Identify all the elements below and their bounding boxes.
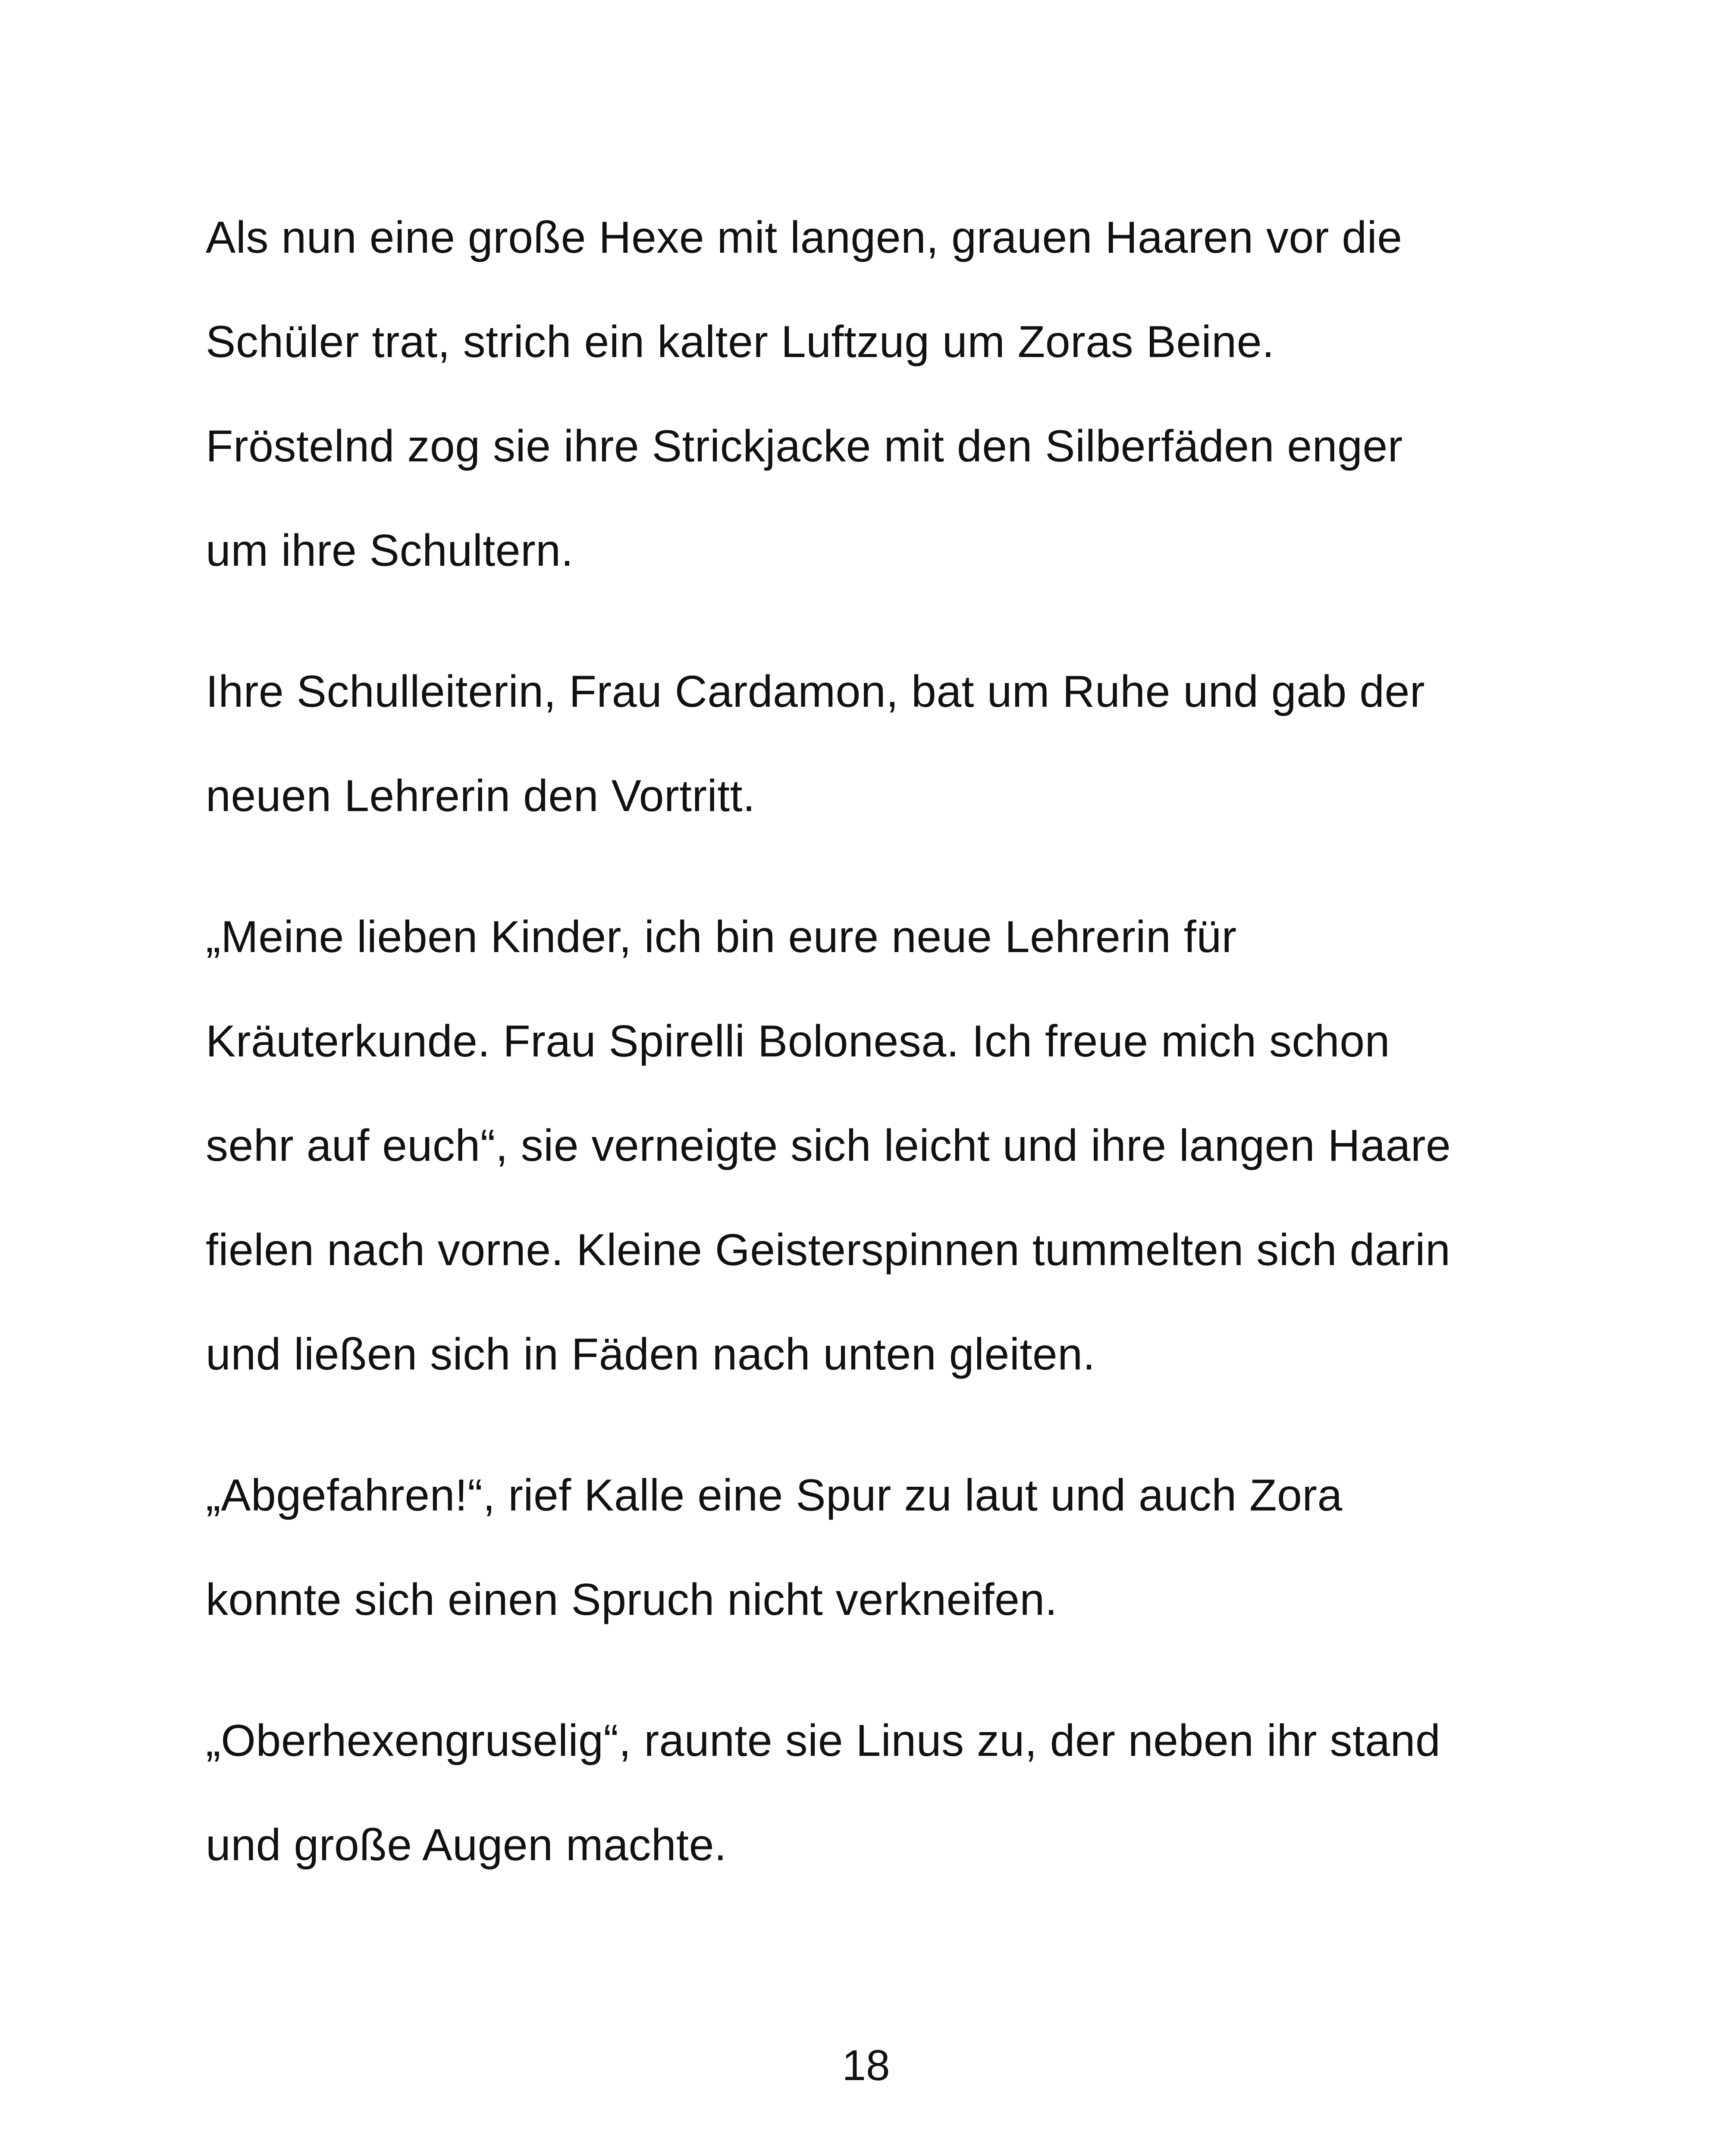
text-line: sehr auf euch“, sie verneigte sich leicht und ihre langen Haare: [206, 1121, 1451, 1171]
text-line: um ihre Schultern.: [206, 526, 574, 576]
paragraph-4: [206, 1443, 1551, 1652]
text-line: „Oberhexengruselig“, raunte sie Linus zu, der neben ihr stand: [206, 1716, 1441, 1766]
paragraph-2: [206, 639, 1551, 848]
text-line: Kräuterkunde. Frau Spirelli Bolonesa. Ich freue mich schon: [206, 1016, 1390, 1066]
page-number: 18: [842, 2041, 890, 2090]
text-line: Fröstelnd zog sie ihre Strickjacke mit den Silberfäden enger: [206, 421, 1403, 471]
paragraph-5: [206, 1689, 1551, 1897]
paragraph-1: [206, 185, 1551, 603]
text-line: konnte sich einen Spruch nicht verkneifen.: [206, 1575, 1058, 1625]
text-line: Schüler trat, strich ein kalter Luftzug um Zoras Beine.: [206, 317, 1275, 367]
text-line: „Abgefahren!“, rief Kalle eine Spur zu laut und auch Zora: [206, 1470, 1343, 1520]
text-line: „Meine lieben Kinder, ich bin eure neue Lehrerin für: [206, 912, 1237, 962]
text-line: Als nun eine große Hexe mit langen, grauen Haaren vor die: [206, 213, 1403, 263]
text-line: und ließen sich in Fäden nach unten gleiten.: [206, 1329, 1095, 1379]
page-body: [206, 185, 1551, 1934]
text-line: und große Augen machte.: [206, 1820, 727, 1870]
text-line: fielen nach vorne. Kleine Geisterspinnen tummelten sich darin: [206, 1225, 1451, 1275]
text-line: Ihre Schulleiterin, Frau Cardamon, bat um Ruhe und gab der: [206, 667, 1425, 717]
paragraph-3: [206, 885, 1551, 1407]
text-line: neuen Lehrerin den Vortritt.: [206, 771, 756, 821]
